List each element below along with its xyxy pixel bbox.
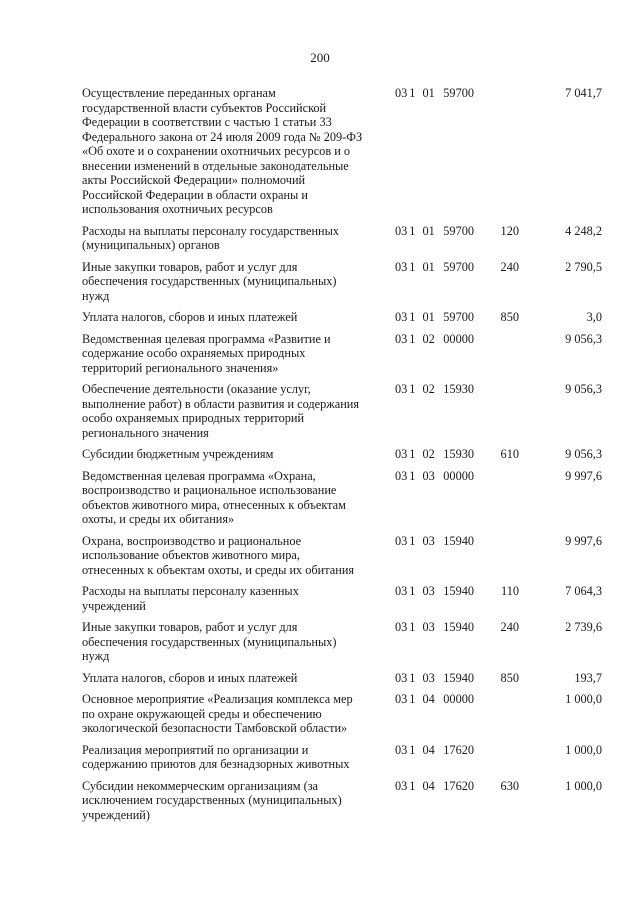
row-codes <box>395 224 519 239</box>
code-expense-type <box>481 534 519 549</box>
row-description: Обеспечение деятельности (оказание услуг, выполнение работ) в области развития и содержания особо охраняемых природных территорий регионального значения <box>82 382 360 440</box>
row-codes <box>395 779 519 794</box>
row-codes <box>395 469 519 484</box>
row-description: Основное мероприятие «Реализация комплекса мер по охране окружающей среды и обеспечению экологической безопасности Тамбовской области» <box>82 692 353 735</box>
code-expense-type <box>481 382 519 397</box>
table-row <box>82 779 602 823</box>
code-direction: 15940 <box>443 620 475 634</box>
code-program: 1 <box>409 670 416 685</box>
code-subprogram: 01 <box>422 310 435 324</box>
table-row <box>82 620 602 664</box>
row-codes <box>395 671 519 686</box>
row-description: Расходы на выплаты персоналу казенных учреждений <box>82 584 299 613</box>
row-amount: 9 997,6 <box>565 533 602 548</box>
row-amount: 9 056,3 <box>565 331 602 346</box>
code-subprogram: 02 <box>422 447 435 461</box>
row-amount: 1 000,0 <box>565 742 602 757</box>
code-subprogram: 04 <box>422 742 435 757</box>
code-direction: 17620 <box>443 742 475 757</box>
code-section: 03 <box>395 310 408 324</box>
table-row <box>82 671 602 686</box>
row-amount: 1 000,0 <box>565 778 602 793</box>
row-amount: 4 248,2 <box>565 223 602 238</box>
code-section: 03 <box>395 692 408 706</box>
row-description: Уплата налогов, сборов и иных платежей <box>82 310 298 324</box>
code-direction: 00000 <box>443 692 475 706</box>
row-description: Субсидии бюджетным учреждениям <box>82 447 274 461</box>
code-section: 03 <box>395 468 408 483</box>
row-codes <box>395 86 519 101</box>
code-section: 03 <box>395 382 408 396</box>
code-program: 1 <box>409 86 416 100</box>
code-subprogram: 03 <box>422 670 435 685</box>
code-subprogram: 02 <box>422 331 435 346</box>
code-direction: 00000 <box>443 331 475 346</box>
table-row <box>82 743 602 772</box>
code-subprogram: 03 <box>422 533 435 548</box>
code-direction: 59700 <box>443 223 475 238</box>
table-row <box>82 692 602 736</box>
row-amount: 2 739,6 <box>565 620 602 634</box>
code-program: 1 <box>409 310 416 324</box>
row-description: Иные закупки товаров, работ и услуг для обеспечения государственных (муниципальных) нужд <box>82 259 337 303</box>
code-subprogram: 03 <box>422 468 435 483</box>
row-codes <box>395 534 519 549</box>
code-program: 1 <box>409 223 416 238</box>
code-expense-type: 850 <box>500 310 519 324</box>
code-subprogram: 02 <box>422 382 435 396</box>
row-description: Реализация мероприятий по организации и содержанию приютов для безнадзорных животных <box>82 742 350 771</box>
table-row <box>82 260 602 304</box>
code-program: 1 <box>409 533 416 548</box>
code-direction: 17620 <box>443 778 475 793</box>
code-section: 03 <box>395 742 408 757</box>
code-direction: 59700 <box>443 86 475 100</box>
row-codes <box>395 260 519 275</box>
code-direction: 15930 <box>443 447 475 461</box>
code-expense-type: 240 <box>500 259 519 274</box>
code-section: 03 <box>395 778 408 793</box>
code-program: 1 <box>409 447 416 461</box>
code-expense-type <box>481 332 519 347</box>
code-program: 1 <box>409 468 416 483</box>
code-expense-type <box>481 469 519 484</box>
code-direction: 15930 <box>443 382 475 396</box>
code-section: 03 <box>395 447 408 461</box>
code-subprogram: 04 <box>422 778 435 793</box>
row-amount: 2 790,5 <box>565 259 602 274</box>
code-section: 03 <box>395 86 408 100</box>
code-direction: 59700 <box>443 259 475 274</box>
code-program: 1 <box>409 620 416 634</box>
code-program: 1 <box>409 331 416 346</box>
code-program: 1 <box>409 778 416 793</box>
page-number: 200 <box>310 50 330 65</box>
code-section: 03 <box>395 259 408 274</box>
row-amount: 9 997,6 <box>565 468 602 483</box>
row-codes <box>395 620 519 635</box>
row-description: Уплата налогов, сборов и иных платежей <box>82 670 298 685</box>
row-description: Расходы на выплаты персоналу государственных (муниципальных) органов <box>82 223 340 252</box>
code-subprogram: 03 <box>422 620 435 634</box>
code-section: 03 <box>395 670 408 685</box>
code-direction: 59700 <box>443 310 475 324</box>
table-row <box>82 332 602 376</box>
row-amount: 1 000,0 <box>565 692 602 706</box>
table-row <box>82 534 602 578</box>
code-expense-type: 850 <box>500 670 519 685</box>
code-subprogram: 01 <box>422 86 435 100</box>
row-description: Субсидии некоммерческим организациям (за исключением государственных (муниципальных) учреждений) <box>82 778 342 822</box>
code-program: 1 <box>409 382 416 396</box>
code-program: 1 <box>409 584 416 598</box>
row-description: Осуществление переданных органам государственной власти субъектов Российской Федерации в соответствии с частью 1 статьи 33 Федерального закона от 24 июля 2009 года № 209-ФЗ «Об охоте и о сохранении охотничьих ресурсов и о внесении изменений в отдельные законодательные акты Российской Федерации» полномочий Российской Федерации в области охраны и использования охотничьих ресурсов <box>82 86 363 216</box>
code-expense-type: 240 <box>500 620 519 634</box>
row-description: Охрана, воспроизводство и рациональное использование объектов животного мира, отнесенных к объектам охоты, и среды их обитания <box>82 533 355 577</box>
table-row <box>82 224 602 253</box>
row-codes <box>395 743 519 758</box>
budget-table <box>82 86 602 829</box>
row-amount: 7 041,7 <box>565 86 602 100</box>
code-program: 1 <box>409 742 416 757</box>
code-expense-type: 120 <box>500 223 519 238</box>
row-amount: 9 056,3 <box>565 447 602 461</box>
row-codes <box>395 310 519 325</box>
table-row <box>82 86 602 217</box>
code-section: 03 <box>395 331 408 346</box>
code-direction: 15940 <box>443 584 475 598</box>
code-expense-type <box>481 743 519 758</box>
code-subprogram: 04 <box>422 692 435 706</box>
code-section: 03 <box>395 584 408 598</box>
table-row <box>82 447 602 462</box>
code-expense-type: 630 <box>500 778 519 793</box>
code-section: 03 <box>395 223 408 238</box>
row-codes <box>395 382 519 397</box>
code-subprogram: 01 <box>422 223 435 238</box>
table-row <box>82 382 602 440</box>
row-amount: 193,7 <box>574 670 602 685</box>
row-codes <box>395 332 519 347</box>
code-subprogram: 03 <box>422 584 435 598</box>
row-description: Иные закупки товаров, работ и услуг для обеспечения государственных (муниципальных) нужд <box>82 620 337 663</box>
row-amount: 7 064,3 <box>565 584 602 598</box>
code-program: 1 <box>409 259 416 274</box>
table-row <box>82 310 602 325</box>
code-program: 1 <box>409 692 416 706</box>
code-direction: 00000 <box>443 468 475 483</box>
row-amount: 3,0 <box>586 310 602 324</box>
row-codes <box>395 447 519 462</box>
code-expense-type <box>481 86 519 101</box>
table-row <box>82 584 602 613</box>
code-section: 03 <box>395 533 408 548</box>
row-description: Ведомственная целевая программа «Развитие и содержание особо охраняемых природных территорий регионального значения» <box>82 331 331 375</box>
row-description: Ведомственная целевая программа «Охрана, воспроизводство и рациональное использование объектов животного мира, отнесенных к объектам охоты, и среды их обитания» <box>82 468 346 526</box>
code-direction: 15940 <box>443 670 475 685</box>
row-codes <box>395 692 519 707</box>
code-expense-type: 610 <box>500 447 519 461</box>
code-section: 03 <box>395 620 408 634</box>
row-amount: 9 056,3 <box>565 382 602 396</box>
code-expense-type: 110 <box>501 584 519 598</box>
table-row <box>82 469 602 527</box>
code-subprogram: 01 <box>422 259 435 274</box>
row-codes <box>395 584 519 599</box>
code-expense-type <box>481 692 519 707</box>
code-direction: 15940 <box>443 533 475 548</box>
